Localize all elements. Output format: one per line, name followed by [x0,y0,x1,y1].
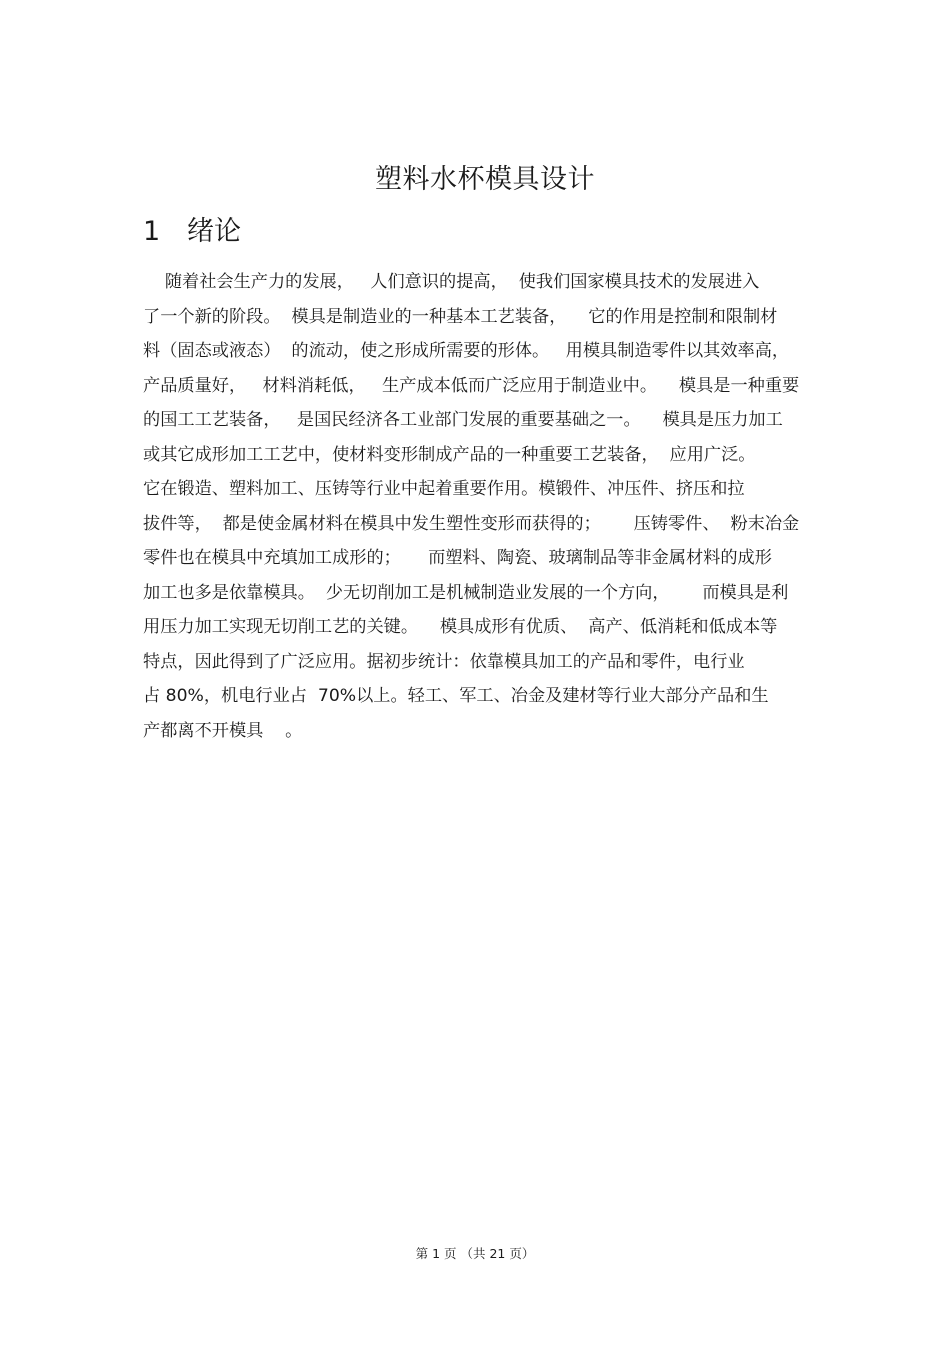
paragraph-line: 或其它成形加工工艺中，使材料变形制成产品的一种重要工艺装备， 应用广泛。 [143,444,756,465]
paragraph-line: 的国工工艺装备， 是国民经济各工业部门发展的重要基础之一。 模具是压力加工 [143,410,783,430]
document-title: 塑料水杯模具设计 [375,164,595,195]
paragraph-line: 用压力加工实现无切削工艺的关键。 模具成形有优质、 高产、低消耗和低成本等 [143,617,778,637]
section-heading [143,212,241,252]
paragraph-line: 了一个新的阶段。 模具是制造业的一种基本工艺装备， 它的作用是控制和限制材 [143,306,778,327]
section-number: 1 [143,216,161,247]
paragraph-line: 拔件等， 都是使金属材料在模具中发生塑性变形而获得的； 压铸零件、 粉末冶金 [143,513,800,534]
paragraph-line: 加工也多是依靠模具。 少无切削加工是机械制造业发展的一个方向， 而模具是利 [143,582,789,603]
body-paragraph [143,265,823,748]
paragraph-line: 占 80%，机电行业占 70%以上。轻工、军工、冶金及建材等行业大部分产品和生 [143,686,769,706]
page-footer: 第 1 页 （共 21 页） [415,1246,535,1261]
paragraph-line: 料（固态或液态） 的流动，使之形成所需要的形体。 用模具制造零件以其效率高， [143,341,790,361]
paragraph-line: 它在锻造、塑料加工、压铸等行业中起着重要作用。模锻件、冲压件、挤压和拉 [143,479,745,499]
paragraph-line: 产都离不开模具 。 [143,720,303,741]
paragraph-line: 零件也在模具中充填加工成形的； 而塑料、陶瓷、玻璃制品等非金属材料的成形 [143,548,772,568]
paragraph-line: 随着社会生产力的发展， 人们意识的提高， 使我们国家模具技术的发展进入 [143,272,760,292]
section-title: 绪论 [187,216,241,247]
paragraph-line: 特点，因此得到了广泛应用。据初步统计：依靠模具加工的产品和零件，电行业 [143,651,745,672]
paragraph-line: 产品质量好， 材料消耗低， 生产成本低而广泛应用于制造业中。 模具是一种重要 [143,375,800,396]
